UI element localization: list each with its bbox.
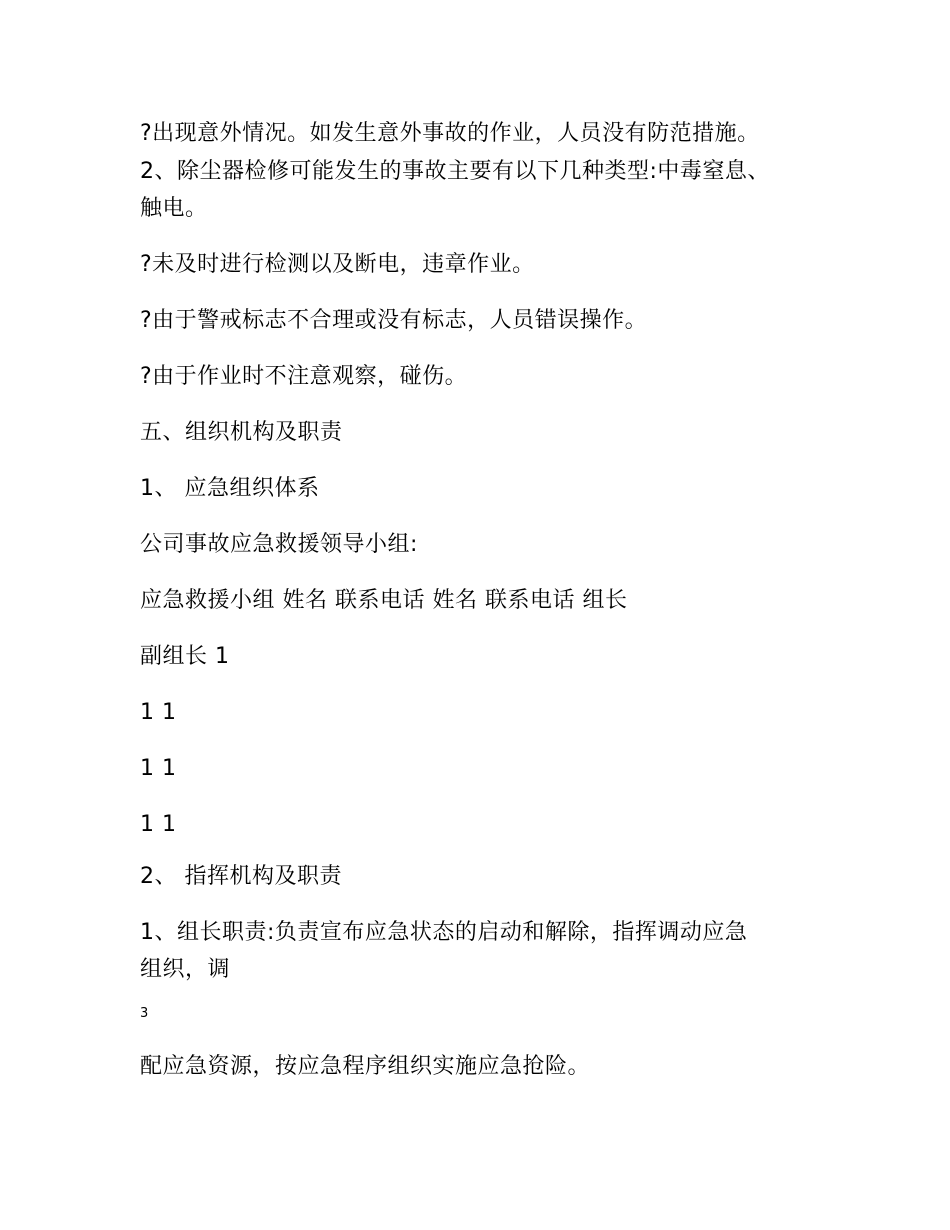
text-line-leadership-group: 公司事故应急救援领导小组: — [140, 532, 418, 557]
section-heading-organization: 五、组织机构及职责 — [140, 420, 343, 445]
text-line-electric-shock: 触电。 — [140, 196, 208, 221]
subsection-heading-emergency-system: 1、 应急组织体系 — [140, 476, 320, 501]
text-line-warning-signs: ?由于警戒标志不合理或没有标志，人员错误操作。 — [140, 308, 648, 333]
table-row: 1 1 — [140, 700, 177, 725]
text-line-allocate-resources: 配应急资源，按应急程序组织实施应急抢险。 — [140, 1054, 591, 1079]
table-header-line: 应急救援小组 姓名 联系电话 姓名 联系电话 组长 — [140, 588, 628, 613]
text-line-dust-collector-accidents: 2、除尘器检修可能发生的事故主要有以下几种类型:中毒窒息、 — [140, 159, 770, 184]
text-line-leader-duties-cont: 组织，调 — [140, 957, 231, 982]
subsection-heading-command: 2、 指挥机构及职责 — [140, 864, 342, 889]
table-row: 副组长 1 — [140, 644, 230, 669]
page-number: 3 — [140, 1006, 149, 1021]
text-line-no-detection: ?未及时进行检测以及断电，违章作业。 — [140, 252, 535, 277]
text-line-collision: ?由于作业时不注意观察，碰伤。 — [140, 364, 468, 389]
text-line-hazard-unexpected: ?出现意外情况。如发生意外事故的作业，人员没有防范措施。 — [140, 121, 760, 146]
table-row: 1 1 — [140, 812, 177, 837]
text-line-leader-duties: 1、组长职责:负责宣布应急状态的启动和解除，指挥调动应急 — [140, 920, 748, 945]
table-row: 1 1 — [140, 756, 177, 781]
